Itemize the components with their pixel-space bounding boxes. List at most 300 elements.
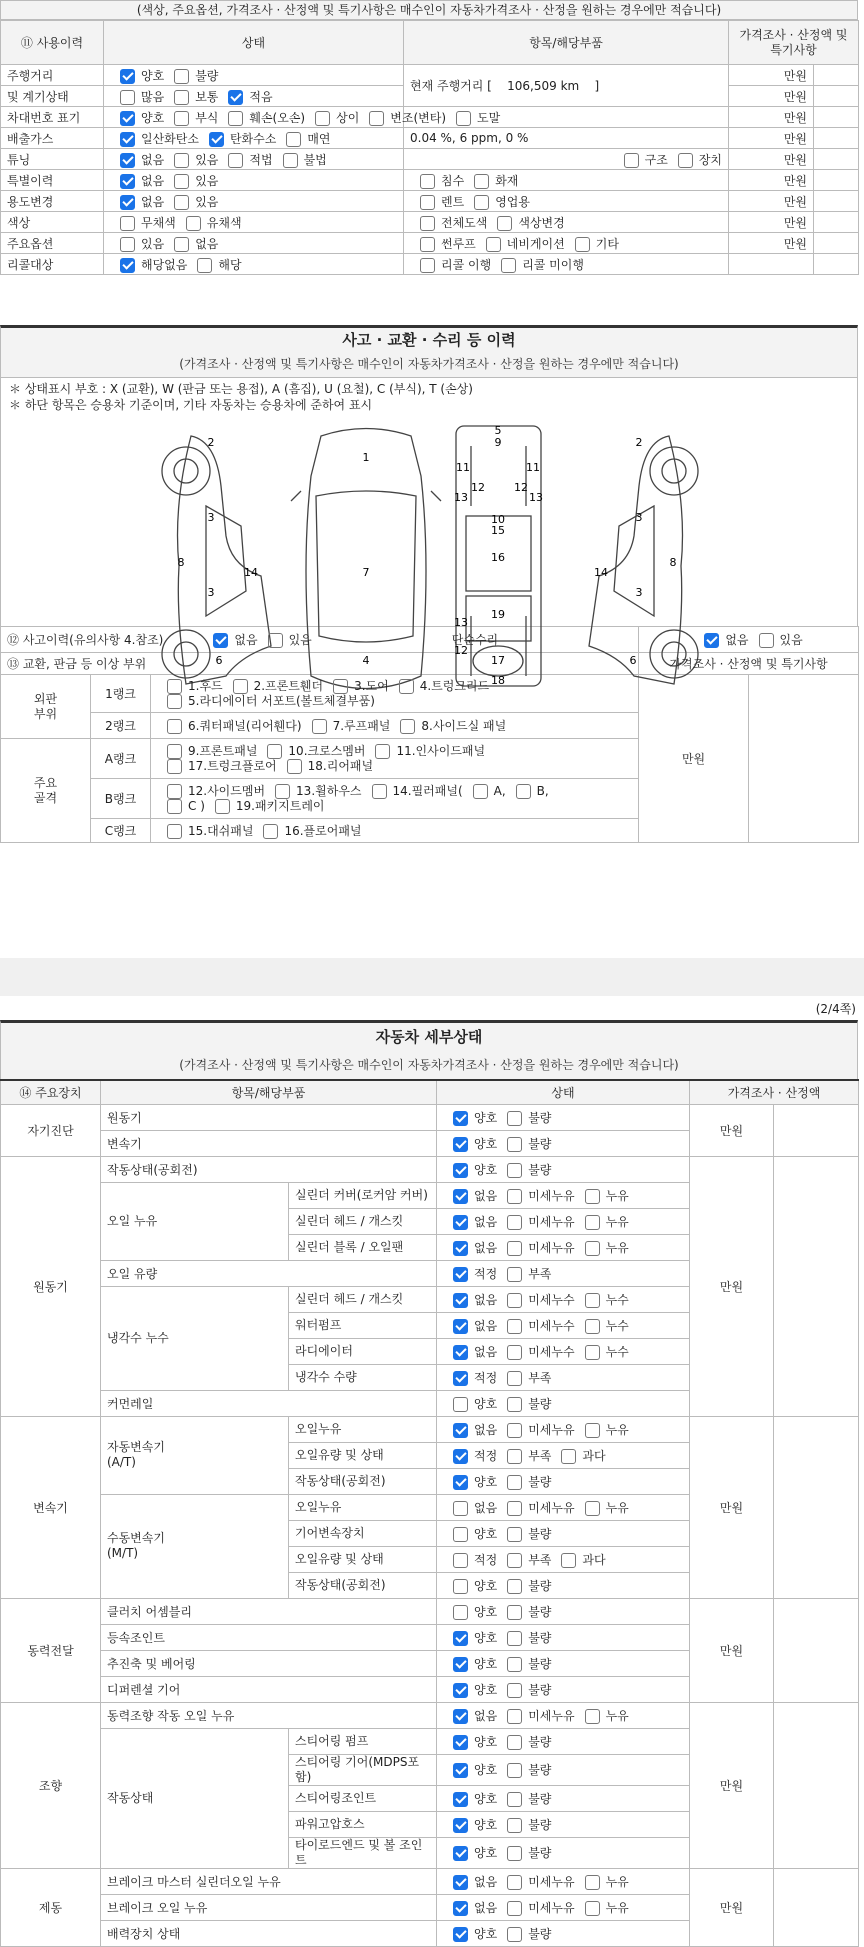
usage-2-5-label: 도말 xyxy=(477,110,501,125)
usage-row-label: 특별이력 xyxy=(1,170,104,191)
recall-item-0-checkbox[interactable] xyxy=(420,258,435,273)
usage-row xyxy=(1,191,859,212)
rankAb-1-label: 18.리어패널 xyxy=(307,758,374,773)
detail-22-1-checkbox[interactable] xyxy=(507,1683,522,1698)
detail-subitem: 스티어링조인트 xyxy=(289,1785,437,1811)
detail-status xyxy=(437,1572,690,1598)
diagram-label-n6: 6 xyxy=(629,654,637,667)
detail-23-2-checkbox[interactable] xyxy=(585,1709,600,1724)
detail-26-0-checkbox[interactable] xyxy=(453,1792,468,1807)
usage-row-status xyxy=(104,65,404,86)
detail-price-unit: 만원 xyxy=(690,1156,774,1416)
detail-1-0-checkbox[interactable] xyxy=(453,1137,468,1152)
price-note-cell[interactable] xyxy=(814,86,859,107)
rank2-1-checkbox[interactable] xyxy=(312,719,327,734)
price-note-cell[interactable] xyxy=(814,191,859,212)
usage-2-3-checkbox[interactable] xyxy=(315,111,330,126)
usage-1-1-label: 보통 xyxy=(195,89,219,104)
detail-status xyxy=(437,1312,690,1338)
detail-17-1-checkbox[interactable] xyxy=(507,1553,522,1568)
usage-6-0-checkbox[interactable] xyxy=(120,195,135,210)
usage-3-1-checkbox[interactable] xyxy=(209,132,224,147)
detail-23-0-checkbox[interactable] xyxy=(453,1709,468,1724)
detail-24-1-label: 불량 xyxy=(528,1734,552,1749)
option-item-0-checkbox[interactable] xyxy=(420,237,435,252)
detail-22-1-label: 불량 xyxy=(528,1682,552,1697)
usage-7-1-checkbox[interactable] xyxy=(186,216,201,231)
detail-29-1-checkbox[interactable] xyxy=(507,1875,522,1890)
rankB-3-checkbox[interactable] xyxy=(473,784,488,799)
detail-2-1-checkbox[interactable] xyxy=(507,1163,522,1178)
detail-6-1-checkbox[interactable] xyxy=(507,1267,522,1282)
detail-29-0-checkbox[interactable] xyxy=(453,1875,468,1890)
detail-31-0-checkbox[interactable] xyxy=(453,1927,468,1942)
detail-17-2-checkbox[interactable] xyxy=(561,1553,576,1568)
detail-19-1-checkbox[interactable] xyxy=(507,1605,522,1620)
rankB-2-checkbox[interactable] xyxy=(372,784,387,799)
detail-21-0-checkbox[interactable] xyxy=(453,1657,468,1672)
price-note-cell[interactable] xyxy=(814,128,859,149)
detail-23-1-checkbox[interactable] xyxy=(507,1709,522,1724)
usage-0-1-checkbox[interactable] xyxy=(174,69,189,84)
rankA-1-checkbox[interactable] xyxy=(267,744,282,759)
rank-1-label: 1랭크 xyxy=(91,675,151,713)
usage-4-2-checkbox[interactable] xyxy=(228,153,243,168)
rankBb-0-checkbox[interactable] xyxy=(167,799,182,814)
rankA-0-label: 9.프론트패널 xyxy=(188,743,258,758)
rank1-1-checkbox[interactable] xyxy=(233,679,248,694)
usage-2-3-label: 상이 xyxy=(336,110,360,125)
rankA-0-checkbox[interactable] xyxy=(167,744,182,759)
detail-29-0-label: 없음 xyxy=(474,1874,498,1889)
detail-16-0-checkbox[interactable] xyxy=(453,1527,468,1542)
usage-row-status xyxy=(104,254,404,275)
detail-24-1-checkbox[interactable] xyxy=(507,1735,522,1750)
detail-status xyxy=(437,1156,690,1182)
usage-row-status xyxy=(104,86,404,107)
detail-note-cell[interactable] xyxy=(774,1702,859,1868)
detail-2-0-label: 양호 xyxy=(474,1162,498,1177)
detail-note-cell[interactable] xyxy=(774,1416,859,1598)
detail-15-0-label: 없음 xyxy=(474,1500,498,1515)
diagram-label-n2: 2 xyxy=(207,436,215,449)
rankA-2-label: 11.인사이드패널 xyxy=(396,743,486,758)
price-note-cell[interactable] xyxy=(814,170,859,191)
usage-row xyxy=(1,65,859,86)
detail-15-1-label: 미세누유 xyxy=(528,1500,575,1515)
option-item-2-checkbox[interactable] xyxy=(575,237,590,252)
detail-20-1-checkbox[interactable] xyxy=(507,1631,522,1646)
detail-9-0-checkbox[interactable] xyxy=(453,1345,468,1360)
usage-3-2-checkbox[interactable] xyxy=(286,132,301,147)
usage-5-0-checkbox[interactable] xyxy=(120,174,135,189)
option-item-1-checkbox[interactable] xyxy=(486,237,501,252)
diagram-label-n13: 13 xyxy=(454,491,468,504)
purpose-item-0-checkbox[interactable] xyxy=(420,195,435,210)
detail-status xyxy=(437,1546,690,1572)
rank1-2-checkbox[interactable] xyxy=(333,679,348,694)
accident-title: 사고 · 교환 · 수리 등 이력 xyxy=(0,325,858,352)
detail-21-1-label: 불량 xyxy=(528,1656,552,1671)
accident-history-section xyxy=(0,325,858,843)
usage-9-0-checkbox[interactable] xyxy=(120,258,135,273)
detail-header-col1: ⑭ 주요장치 xyxy=(1,1080,101,1104)
detail-13-1-checkbox[interactable] xyxy=(507,1449,522,1464)
tuning-item-0-checkbox[interactable] xyxy=(624,153,639,168)
detail-19-0-label: 양호 xyxy=(474,1604,498,1619)
detail-note-cell[interactable] xyxy=(774,1868,859,1946)
usage-row-status xyxy=(104,191,404,212)
detail-11-0-checkbox[interactable] xyxy=(453,1397,468,1412)
usage-1-2-checkbox[interactable] xyxy=(228,90,243,105)
rank2-2-label: 8.사이드실 패널 xyxy=(421,719,507,733)
detail-31-1-checkbox[interactable] xyxy=(507,1927,522,1942)
detail-18-0-checkbox[interactable] xyxy=(453,1579,468,1594)
diagram-label-n7: 7 xyxy=(362,566,370,579)
detail-9-2-checkbox[interactable] xyxy=(585,1345,600,1360)
detail-14-1-checkbox[interactable] xyxy=(507,1475,522,1490)
detail-12-2-checkbox[interactable] xyxy=(585,1423,600,1438)
detail-note-cell[interactable] xyxy=(774,1104,859,1156)
detail-7-0-checkbox[interactable] xyxy=(453,1293,468,1308)
outer-panel-label: 외판 부위 xyxy=(1,675,91,739)
detail-status xyxy=(437,1468,690,1494)
detail-25-1-checkbox[interactable] xyxy=(507,1763,522,1778)
mileage-close: ] xyxy=(594,79,600,93)
simple-repair-0-checkbox[interactable] xyxy=(704,633,719,648)
detail-6-0-label: 적정 xyxy=(474,1266,498,1281)
detail-28-1-checkbox[interactable] xyxy=(507,1846,522,1861)
accident-note-cell[interactable] xyxy=(749,675,859,843)
color-item-1-checkbox[interactable] xyxy=(497,216,512,231)
rank1-1-label: 2.프론트휀더 xyxy=(253,678,324,693)
detail-header-col2: 항목/해당부품 xyxy=(101,1080,437,1104)
rankB-0-checkbox[interactable] xyxy=(167,784,182,799)
detail-8-2-checkbox[interactable] xyxy=(585,1319,600,1334)
usage-0-0-label: 양호 xyxy=(141,68,165,83)
detail-item: 동력조향 작동 오일 누유 xyxy=(101,1702,437,1728)
usage-5-1-checkbox[interactable] xyxy=(174,174,189,189)
usage-row xyxy=(1,254,859,275)
price-note-cell[interactable] xyxy=(814,107,859,128)
rankC-1-checkbox[interactable] xyxy=(263,824,278,839)
diagram-label-n3: 3 xyxy=(207,586,215,599)
price-note-cell[interactable] xyxy=(814,149,859,170)
detail-item: 작동상태 xyxy=(101,1728,289,1868)
usage-2-5-checkbox[interactable] xyxy=(456,111,471,126)
rank1-2-label: 3.도어 xyxy=(354,678,389,693)
detail-23-1-label: 미세누유 xyxy=(528,1708,575,1723)
purpose-item-1-checkbox[interactable] xyxy=(474,195,489,210)
rank2-0-checkbox[interactable] xyxy=(167,719,182,734)
detail-subitem: 작동상태(공회전) xyxy=(289,1468,437,1494)
detail-note-cell[interactable] xyxy=(774,1598,859,1702)
detail-status xyxy=(437,1702,690,1728)
usage-header-col1: ⑪ 사용이력 xyxy=(1,21,104,65)
diagram-label-n8: 8 xyxy=(669,556,677,569)
detail-4-2-checkbox[interactable] xyxy=(585,1215,600,1230)
diagram-label-n16: 16 xyxy=(491,551,505,564)
detail-26-1-checkbox[interactable] xyxy=(507,1792,522,1807)
usage-history-section xyxy=(0,20,858,275)
usage-8-1-checkbox[interactable] xyxy=(174,237,189,252)
detail-15-0-checkbox[interactable] xyxy=(453,1501,468,1516)
detail-4-1-label: 미세누유 xyxy=(528,1214,575,1229)
usage-0-1-label: 불량 xyxy=(195,68,219,83)
usage-2-2-checkbox[interactable] xyxy=(228,111,243,126)
detail-5-0-checkbox[interactable] xyxy=(453,1241,468,1256)
option-item-2-label: 기타 xyxy=(595,236,619,251)
detail-3-0-checkbox[interactable] xyxy=(453,1189,468,1204)
detail-5-2-checkbox[interactable] xyxy=(585,1241,600,1256)
exchange-label: ⑬ 교환, 판금 등 이상 부위 xyxy=(1,653,639,675)
detail-item: 자동변속기 (A/T) xyxy=(101,1416,289,1494)
rank1b-0-checkbox[interactable] xyxy=(167,694,182,709)
usage-1-0-checkbox[interactable] xyxy=(120,90,135,105)
detail-1-1-label: 불량 xyxy=(528,1136,552,1151)
usage-3-0-checkbox[interactable] xyxy=(120,132,135,147)
diagram-label-n5: 5 xyxy=(494,424,502,437)
tuning-item-0-label: 구조 xyxy=(644,152,668,167)
rank1-3-checkbox[interactable] xyxy=(399,679,414,694)
rankA-2-checkbox[interactable] xyxy=(375,744,390,759)
detail-13-2-checkbox[interactable] xyxy=(561,1449,576,1464)
rankA-1-label: 10.크로스멤버 xyxy=(288,743,366,758)
usage-3-0-label: 일산화탄소 xyxy=(141,131,199,146)
usage-3-2-label: 매연 xyxy=(307,131,331,146)
usage-4-3-checkbox[interactable] xyxy=(283,153,298,168)
special-item-0-checkbox[interactable] xyxy=(420,174,435,189)
usage-row-label: 주요옵션 xyxy=(1,233,104,254)
price-unit: 만원 xyxy=(729,107,814,128)
simple-repair-0-label: 없음 xyxy=(725,633,749,647)
detail-0-1-checkbox[interactable] xyxy=(507,1111,522,1126)
detail-10-1-checkbox[interactable] xyxy=(507,1371,522,1386)
detail-28-1-label: 불량 xyxy=(528,1846,552,1860)
detail-3-2-label: 누유 xyxy=(605,1188,629,1203)
detail-group-power: 동력전달 xyxy=(1,1598,101,1702)
accident-history-1-label: 있음 xyxy=(288,633,312,647)
detail-subitem: 파워고압호스 xyxy=(289,1811,437,1837)
usage-0-0-checkbox[interactable] xyxy=(120,69,135,84)
detail-30-0-label: 없음 xyxy=(474,1900,498,1915)
detail-7-2-checkbox[interactable] xyxy=(585,1293,600,1308)
detail-note-cell[interactable] xyxy=(774,1156,859,1416)
detail-subitem: 스티어링 펌프 xyxy=(289,1728,437,1754)
detail-24-0-checkbox[interactable] xyxy=(453,1735,468,1750)
detail-30-2-label: 누유 xyxy=(605,1900,629,1915)
rankB-1-label: 13.휠하우스 xyxy=(296,783,362,798)
rank2-1-label: 7.루프패널 xyxy=(332,719,391,733)
rankAb-0-checkbox[interactable] xyxy=(167,759,182,774)
detail-28-0-checkbox[interactable] xyxy=(453,1846,468,1861)
detail-status xyxy=(437,1442,690,1468)
detail-3-1-checkbox[interactable] xyxy=(507,1189,522,1204)
rankAb-1-checkbox[interactable] xyxy=(287,759,302,774)
detail-21-1-checkbox[interactable] xyxy=(507,1657,522,1672)
detail-price-unit: 만원 xyxy=(690,1598,774,1702)
price-note-cell[interactable] xyxy=(814,233,859,254)
detail-29-2-label: 누유 xyxy=(605,1874,629,1889)
accident-history-0-checkbox[interactable] xyxy=(213,633,228,648)
detail-9-1-checkbox[interactable] xyxy=(507,1345,522,1360)
usage-9-0-label: 해당없음 xyxy=(141,257,188,272)
detail-6-0-checkbox[interactable] xyxy=(453,1267,468,1282)
usage-2-0-checkbox[interactable] xyxy=(120,111,135,126)
tuning-item-1-checkbox[interactable] xyxy=(678,153,693,168)
accident-history-1-checkbox[interactable] xyxy=(268,633,283,648)
usage-row xyxy=(1,107,859,128)
rankC-0-label: 15.대쉬패널 xyxy=(188,824,254,838)
detail-1-1-checkbox[interactable] xyxy=(507,1137,522,1152)
detail-5-1-checkbox[interactable] xyxy=(507,1241,522,1256)
detail-19-1-label: 불량 xyxy=(528,1604,552,1619)
special-item-1-checkbox[interactable] xyxy=(474,174,489,189)
usage-9-1-checkbox[interactable] xyxy=(197,258,212,273)
detail-30-0-checkbox[interactable] xyxy=(453,1901,468,1916)
detail-18-0-label: 양호 xyxy=(474,1578,498,1593)
detail-12-1-checkbox[interactable] xyxy=(507,1423,522,1438)
detail-status-section xyxy=(0,1020,858,1947)
option-item-1-label: 네비게이션 xyxy=(506,236,565,251)
detail-subitem: 오일유량 및 상태 xyxy=(289,1442,437,1468)
detail-27-1-checkbox[interactable] xyxy=(507,1818,522,1833)
detail-15-2-checkbox[interactable] xyxy=(585,1501,600,1516)
detail-7-0-label: 없음 xyxy=(474,1292,498,1307)
detail-status xyxy=(437,1754,690,1785)
usage-4-0-checkbox[interactable] xyxy=(120,153,135,168)
price-unit: 만원 xyxy=(729,65,814,86)
accident-subtitle: (가격조사 · 산정액 및 특기사항은 매수인이 자동차가격조사 · 산정을 원하는 경우에만 적습니다) xyxy=(0,352,858,378)
detail-10-0-checkbox[interactable] xyxy=(453,1371,468,1386)
detail-20-1-label: 불량 xyxy=(528,1630,552,1645)
detail-18-1-checkbox[interactable] xyxy=(507,1579,522,1594)
detail-group-brake: 제동 xyxy=(1,1868,101,1946)
detail-11-1-checkbox[interactable] xyxy=(507,1397,522,1412)
detail-item: 커먼레일 xyxy=(101,1390,437,1416)
option-item-0-label: 썬루프 xyxy=(441,236,476,251)
detail-15-1-checkbox[interactable] xyxy=(507,1501,522,1516)
price-note-cell[interactable] xyxy=(814,65,859,86)
detail-subitem: 스티어링 기어(MDPS포함) xyxy=(289,1754,437,1785)
usage-8-0-checkbox[interactable] xyxy=(120,237,135,252)
rankBb-1-checkbox[interactable] xyxy=(215,799,230,814)
detail-status xyxy=(437,1676,690,1702)
detail-subitem: 실린더 커버(로커암 커버) xyxy=(289,1182,437,1208)
price-note-cell[interactable] xyxy=(814,212,859,233)
detail-5-2-label: 누유 xyxy=(605,1240,629,1255)
detail-14-0-checkbox[interactable] xyxy=(453,1475,468,1490)
usage-row-status xyxy=(104,170,404,191)
detail-8-1-label: 미세누수 xyxy=(528,1318,575,1333)
detail-8-1-checkbox[interactable] xyxy=(507,1319,522,1334)
usage-6-1-checkbox[interactable] xyxy=(174,195,189,210)
price-unit: 만원 xyxy=(729,212,814,233)
diagram-label-n8: 8 xyxy=(177,556,185,569)
color-item-1-label: 색상변경 xyxy=(518,215,565,230)
usage-2-1-checkbox[interactable] xyxy=(174,111,189,126)
detail-3-2-checkbox[interactable] xyxy=(585,1189,600,1204)
detail-30-1-checkbox[interactable] xyxy=(507,1901,522,1916)
detail-item: 추진축 및 베어링 xyxy=(101,1650,437,1676)
usage-7-0-checkbox[interactable] xyxy=(120,216,135,231)
tuning-item-1-label: 장치 xyxy=(698,152,722,167)
rank1-0-checkbox[interactable] xyxy=(167,679,182,694)
purpose-item-0-label: 렌트 xyxy=(441,194,465,209)
detail-item: 수동변속기 (M/T) xyxy=(101,1494,289,1598)
detail-0-0-checkbox[interactable] xyxy=(453,1111,468,1126)
diagram-label-n10: 10 xyxy=(491,513,505,526)
detail-22-0-checkbox[interactable] xyxy=(453,1683,468,1698)
detail-8-0-checkbox[interactable] xyxy=(453,1319,468,1334)
usage-header-col2: 상태 xyxy=(104,21,404,65)
usage-1-1-checkbox[interactable] xyxy=(174,90,189,105)
emission-values: 0.04 %, 6 ppm, 0 % xyxy=(404,128,729,149)
detail-27-0-checkbox[interactable] xyxy=(453,1818,468,1833)
detail-16-1-checkbox[interactable] xyxy=(507,1527,522,1542)
usage-8-0-label: 있음 xyxy=(141,236,165,251)
detail-11-1-label: 불량 xyxy=(528,1396,552,1411)
simple-repair-1-checkbox[interactable] xyxy=(759,633,774,648)
detail-subtitle: (가격조사 · 산정액 및 특기사항은 매수인이 자동차가격조사 · 산정을 원하는 경우에만 적습니다) xyxy=(179,1058,679,1072)
rank2-2-checkbox[interactable] xyxy=(400,719,415,734)
detail-group-engine: 원동기 xyxy=(1,1156,101,1416)
usage-row xyxy=(1,233,859,254)
usage-6-0-label: 없음 xyxy=(141,194,165,209)
usage-row-label: 및 계기상태 xyxy=(1,86,104,107)
rank-2-label: 2랭크 xyxy=(91,713,151,739)
rankB-4-checkbox[interactable] xyxy=(516,784,531,799)
detail-7-1-checkbox[interactable] xyxy=(507,1293,522,1308)
detail-item: 브레이크 오일 누유 xyxy=(101,1894,437,1920)
detail-23-2-label: 누유 xyxy=(605,1708,629,1723)
usage-row-status xyxy=(104,233,404,254)
detail-30-2-checkbox[interactable] xyxy=(585,1901,600,1916)
detail-subitem: 타이로드엔드 및 볼 조인트 xyxy=(289,1837,437,1868)
detail-26-1-label: 불량 xyxy=(528,1791,552,1806)
usage-table xyxy=(0,20,859,275)
detail-4-0-checkbox[interactable] xyxy=(453,1215,468,1230)
detail-item: 오일 유량 xyxy=(101,1260,437,1286)
detail-subitem: 오일누유 xyxy=(289,1494,437,1520)
detail-13-0-checkbox[interactable] xyxy=(453,1449,468,1464)
color-item-0-checkbox[interactable] xyxy=(420,216,435,231)
detail-29-2-checkbox[interactable] xyxy=(585,1875,600,1890)
detail-19-0-checkbox[interactable] xyxy=(453,1605,468,1620)
detail-25-0-checkbox[interactable] xyxy=(453,1763,468,1778)
usage-4-1-checkbox[interactable] xyxy=(174,153,189,168)
detail-28-0-label: 양호 xyxy=(474,1846,498,1860)
detail-2-0-checkbox[interactable] xyxy=(453,1163,468,1178)
rankC-0-checkbox[interactable] xyxy=(167,824,182,839)
detail-20-0-checkbox[interactable] xyxy=(453,1631,468,1646)
usage-row-label: 리콜대상 xyxy=(1,254,104,275)
detail-12-0-checkbox[interactable] xyxy=(453,1423,468,1438)
detail-17-0-checkbox[interactable] xyxy=(453,1553,468,1568)
detail-status xyxy=(437,1494,690,1520)
recall-item-1-checkbox[interactable] xyxy=(501,258,516,273)
usage-2-4-checkbox[interactable] xyxy=(369,111,384,126)
detail-12-0-label: 없음 xyxy=(474,1422,498,1437)
detail-row xyxy=(1,1868,859,1894)
detail-14-0-label: 양호 xyxy=(474,1474,498,1489)
detail-status xyxy=(437,1920,690,1946)
detail-17-2-label: 과다 xyxy=(582,1552,606,1567)
detail-row xyxy=(1,1702,859,1728)
detail-status xyxy=(437,1104,690,1130)
detail-4-1-checkbox[interactable] xyxy=(507,1215,522,1230)
rankB-1-checkbox[interactable] xyxy=(275,784,290,799)
